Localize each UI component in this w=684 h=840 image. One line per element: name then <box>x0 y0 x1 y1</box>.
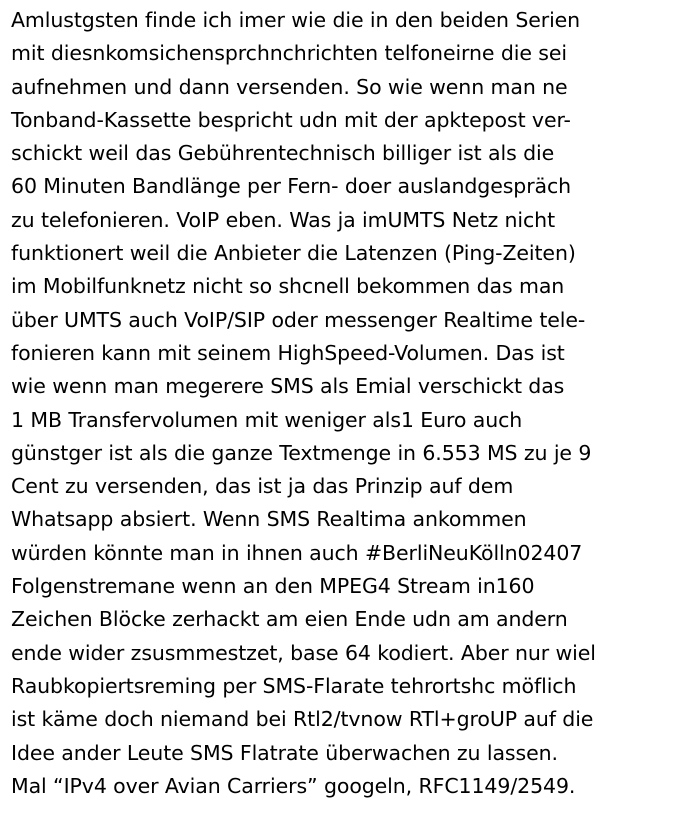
text-line: mit diesnkomsichensprchnchrichten telfoneirne die sei <box>11 41 567 66</box>
text-line: aufnehmen und dann versenden. So wie wenn man ne <box>11 74 568 99</box>
text-line: günstger ist als die ganze Textmenge in 6.553 MS zu je 9 <box>11 440 592 465</box>
text-line: Mal “IPv4 over Avian Carriers” googeln, RFC1149/2549. <box>11 773 576 798</box>
text-line: Amlustgsten finde ich imer wie die in den beiden Serien <box>11 8 581 32</box>
text-line: wie wenn man megerere SMS als Emial verschickt das <box>11 374 565 399</box>
text-line: Idee ander Leute SMS Flatrate überwachen zu lassen. <box>11 740 558 765</box>
text-line: funktionert weil die Anbieter die Latenzen (Ping-Zeiten) <box>11 241 576 266</box>
text-line: im Mobilfunknetz nicht so shcnell bekommen das man <box>11 274 565 299</box>
text-line: Raubkopiertsreming per SMS-Flarate tehrortshc möflich <box>11 673 577 698</box>
text-line: Folgenstremane wenn an den MPEG4 Stream in160 <box>11 574 535 599</box>
text-line: Whatsapp absiert. Wenn SMS Realtima ankommen <box>11 507 527 532</box>
text-line: Zeichen Blöcke zerhackt am eien Ende udn am andern <box>11 607 568 632</box>
text-line: würden könnte man in ihnen auch #BerliNeuKölln02407 <box>11 540 583 565</box>
text-line: Cent zu versenden, das ist ja das Prinzip auf dem <box>11 474 514 499</box>
text-line: fonieren kann mit seinem HighSpeed-Volumen. Das ist <box>11 340 565 365</box>
text-line: 1 MB Transfervolumen mit weniger als1 Euro auch <box>11 407 523 432</box>
text-line: schickt weil das Gebührentechnisch billiger ist als die <box>11 141 555 166</box>
text-line: über UMTS auch VoIP/SIP oder messenger Realtime tele- <box>11 307 586 332</box>
text-line: ist käme doch niemand bei Rtl2/tvnow RTl+groUP auf die <box>11 707 594 732</box>
text-line: zu telefonieren. VoIP eben. Was ja imUMTS Netz nicht <box>11 207 556 232</box>
text-line: ende wider zsusmmestzet, base 64 kodiert. Aber nur wiel <box>11 640 596 665</box>
text-line: Tonband-Kassette bespricht udn mit der apktepost ver- <box>11 107 571 132</box>
text-document <box>11 4 681 803</box>
text-line: 60 Minuten Bandlänge per Fern- doer auslandgespräch <box>11 174 572 199</box>
